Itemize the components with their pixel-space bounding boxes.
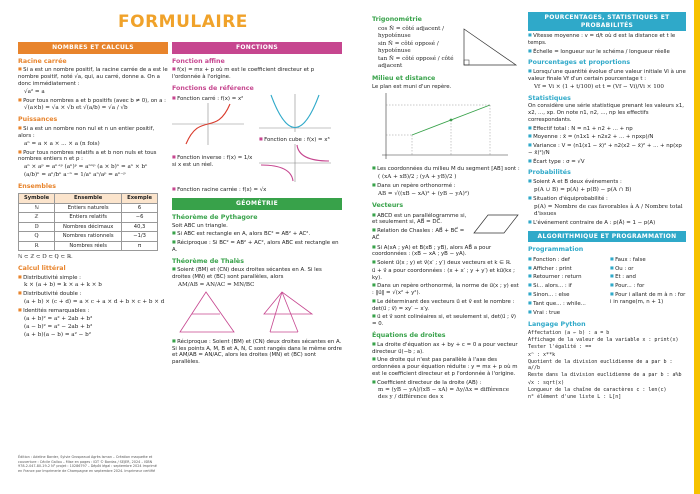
formula-prob-equi: p(A) = Nombre de cas favorables à A / Nombre total d'issues <box>534 203 683 217</box>
keyword-item: ■ Faux : false <box>610 256 686 264</box>
text-lines-2: ■ Une droite qui n'est pas parallèle à l'axe des ordonnées a pour équation réduite : y = mx + p où m est le coefficient directeur et p l'ordonnée à l'origine. <box>372 356 520 377</box>
python-line: Tester l'égalité : == <box>528 344 592 351</box>
keyword-item: ■ Tant que... : while... <box>528 300 604 308</box>
text-statistics-1: On considère une série statistique prenant les valeurs x1, x2, ..., xp. On note n1, n2, ..., np les effectifs correspondants. <box>528 103 685 123</box>
text-prob-3: ■ L'événement contraire de A : p(Ā) = 1 − p(A) <box>528 219 686 227</box>
text-lines-1: ■ La droite d'équation ax + by + c = 0 a pour vecteur directeur u⃗(−b ; a). <box>372 341 520 356</box>
formula-slope: m = (yB − yA)/(xB − xA) = Δy/Δx = différence des y / différence des x <box>378 387 510 401</box>
keyword-item: ■ Afficher : print <box>528 265 604 273</box>
sets-cell: Entiers relatifs <box>55 213 122 223</box>
formula-literal-2: (a + b) × (c + d) = a × c + a × d + b × c + b × d <box>24 299 165 306</box>
formula-thales: AM/AB = AN/AC = MN/BC <box>178 281 255 288</box>
keyword-item: ■ Et : and <box>610 273 686 281</box>
formula-variance: ■ Variance : V = (n1(x1 − x̄)² + n2(x2 − x̄)² + ... + np(xp − x̄)²)/N <box>528 142 686 157</box>
python-line: Affectation (a ← b) : a = b <box>528 329 610 336</box>
formula-powers-1: aⁿ = a × a × ... × a (n fois) <box>24 140 100 147</box>
heading-pythagore: Théorème de Pythagore <box>172 213 258 221</box>
formula-literal-4: (a − b)² = a² − 2ab + b² <box>24 323 93 330</box>
parallelogram-figure <box>470 211 520 237</box>
table-row <box>19 213 158 223</box>
column-numbers <box>18 42 168 442</box>
square-fn-graph <box>259 94 331 132</box>
heading-lines: Équations de droites <box>372 331 446 339</box>
text-prob-2: ■ Situation d'équiprobabilité : <box>528 195 686 203</box>
heading-probability: Probabilités <box>528 169 571 177</box>
formula-total: ■ Effectif total : N = n1 + n2 + ... + np <box>528 125 686 133</box>
keyword-item: ■ Si... alors... : if <box>528 282 604 290</box>
text-affine: ■ f(x) = mx + p où m est le coefficient directeur et p l'ordonnée à l'origine. <box>172 66 342 81</box>
sets-cell: 𝔻 <box>19 222 55 232</box>
sets-cell: Entiers naturels <box>55 203 122 213</box>
programming-keywords <box>528 255 686 309</box>
python-line: n° élément d'une liste L : L[n] <box>528 394 622 401</box>
table-row <box>19 203 158 213</box>
formula-sqrt-2: √(a×b) = √a × √b et √(a/b) = √a / √b <box>24 105 128 112</box>
python-line: √x : sqrt(x) <box>528 379 565 386</box>
column-geometry <box>372 12 520 482</box>
keyword-item: ■ Fonction : def <box>528 256 604 264</box>
text-prob-1: ■ Soient A et B deux événements : <box>528 178 686 186</box>
text-midpoint-2: ■ Les coordonnées du milieu M du segment [AB] sont : <box>372 165 520 173</box>
formula-std: ■ Écart type : σ = √V <box>528 158 686 166</box>
footer-credits: Édition : Adeline Barder, Sylvie Grospeaud Agrès Isman – Création maquette et couverture : Cécile Gallou – Mise en pages : IDT © Bordas / SEJER, 2024 – ISBN 978-2-047-80-19-2 N° projet : 10286797 – Dépôt légal : septembre 2024 Imprimé en France par Imprimerie de Champagne en septembre 2024. Imprimeur certifié <box>18 455 157 473</box>
sets-cell: ℝ <box>19 241 55 251</box>
text-vectors-4: ■ Soient u⃗(x ; y) et v⃗(x′ ; y′) deux vecteurs et k ∈ ℝ. <box>372 259 520 267</box>
text-literal-2: ■ Distributivité double : <box>18 290 168 298</box>
keyword-item: ■ Vrai : true <box>528 309 686 317</box>
text-sqrt-fn: ■ Fonction racine carrée : f(x) = √x <box>172 186 342 194</box>
heading-percent: Pourcentages et proportions <box>528 59 631 67</box>
midpoint-graph <box>372 91 512 161</box>
formula-prob-union: p(A ∪ B) = p(A) + p(B) − p(A ∩ B) <box>534 187 632 194</box>
sets-cell: Nombres réels <box>55 241 122 251</box>
text-sqrt-1: ■ Si a est un nombre positif, la racine carrée de a est le nombre positif, noté √a, qui, au carré, donne a. On a donc immédiatement : <box>18 66 168 87</box>
text-vectors-2: ■ Relation de Chasles : AB⃗ + BC⃗ = AC⃗ <box>372 227 468 242</box>
sets-cell: ℚ <box>19 232 55 242</box>
page-title: FORMULAIRE <box>118 12 248 32</box>
formula-literal-1: k × (a + b) = k × a + k × b <box>24 282 102 289</box>
text-speed: ■ Vitesse moyenne : v = d/t où d est la distance et t le temps. <box>528 32 686 47</box>
formula-cos: cos N̂ = côté adjacent / hypoténuse <box>378 25 445 39</box>
text-vectors-1: ■ ABCD est un parallélogramme si, et seulement si, AB⃗ = DC⃗. <box>372 212 468 227</box>
heading-statistics: Statistiques <box>528 94 571 102</box>
text-powers-1: ■ Si a est un nombre non nul et n un entier positif, alors : <box>18 125 168 140</box>
keyword-item: ■ Pour i allant de m à n : for i in range(m, n + 1) <box>610 291 686 306</box>
sets-cell: ℕ <box>19 203 55 213</box>
sets-cell: ℤ <box>19 213 55 223</box>
heading-programming: Programmation <box>528 246 584 254</box>
section-band-statistics: POURCENTAGES, STATISTIQUES ET PROBABILITÉS <box>528 12 686 31</box>
section-band-geometry: GÉOMÉTRIE <box>172 198 342 210</box>
sets-header-cell: Exemple <box>122 194 158 204</box>
cube-fn-graph <box>172 103 244 145</box>
heading-vectors: Vecteurs <box>372 201 404 209</box>
sets-cell: −6 <box>122 213 158 223</box>
formula-distance: AB = √((xB − xA)² + (yB − yA)²) <box>378 190 470 197</box>
text-cube-fn: ■ Fonction cube : f(x) = x³ <box>259 136 342 144</box>
text-vectors-7: ■ Le déterminant des vecteurs u⃗ et v⃗ est le nombre : det(u⃗ ; v⃗) = xy′ − x′y. <box>372 298 520 313</box>
sets-cell: 6 <box>122 203 158 213</box>
heading-literal: Calcul littéral <box>18 264 66 272</box>
python-line: xⁿ : x**k <box>528 351 556 358</box>
sets-table <box>18 193 158 251</box>
sets-inclusion: ℕ ⊂ ℤ ⊂ 𝔻 ⊂ ℚ ⊂ ℝ. <box>18 254 73 260</box>
sets-cell: Nombres rationnels <box>55 232 122 242</box>
keyword-item: ■ Sinon... : else <box>528 291 604 299</box>
heading-trigo: Trigonométrie <box>372 16 422 23</box>
text-percent-1: ■ Lorsqu'une quantité évolue d'une valeur initiale Vi à une valeur finale Vf d'un certain pourcentage t : <box>528 68 686 83</box>
formula-sqrt-1: √a² = a <box>24 88 45 95</box>
python-line: Affichage de la valeur de la variable x : print(x) <box>528 337 679 344</box>
text-literal-3: ■ Identités remarquables : <box>18 307 168 315</box>
heading-midpoint: Milieu et distance <box>372 74 436 82</box>
thales-figures <box>172 290 332 334</box>
heading-powers: Puissances <box>18 116 58 124</box>
sets-cell: −1/3 <box>122 232 158 242</box>
section-band-functions: FONCTIONS <box>172 42 342 54</box>
formula-literal-5: (a + b)(a − b) = a² − b² <box>24 331 91 338</box>
text-vectors-8: ■ u⃗ et v⃗ sont colinéaires si, et seulement si, det(u⃗ ; v⃗) = 0. <box>372 313 520 328</box>
heading-sets: Ensembles <box>18 183 57 191</box>
python-line: Quotient de la division euclidienne de a par b : a//b <box>528 358 673 372</box>
keyword-item: ■ Pour... : for <box>610 282 686 290</box>
text-pythagore-2: ■ Si ABC est rectangle en A, alors BC² = AB² + AC². <box>172 230 342 238</box>
section-band-numbers: NOMBRES ET CALCULS <box>18 42 168 54</box>
formula-tan: tan N̂ = côté opposé / côté adjacent <box>378 55 454 69</box>
python-line: Reste dans la division euclidienne de a par b : a%b <box>528 372 682 379</box>
text-square-fn: ■ Fonction carré : f(x) = x² <box>172 95 255 103</box>
sets-header-cell: Symbole <box>19 194 55 204</box>
python-line: Longueur de la chaîne de caractères c : len(c) <box>528 386 667 393</box>
keyword-item: ■ Ou : or <box>610 265 686 273</box>
formula-literal-3: (a + b)² = a² + 2ab + b² <box>24 315 93 322</box>
sets-cell: Nombres décimaux <box>55 222 122 232</box>
table-row <box>19 222 158 232</box>
heading-reference: Fonctions de référence <box>172 84 254 92</box>
sets-header-cell: Ensemble <box>55 194 122 204</box>
formula-sin: sin N̂ = côté opposé / hypoténuse <box>378 40 439 54</box>
sets-cell: π <box>122 241 158 251</box>
text-powers-2: ■ Pour tous nombres relatifs a et b non nuls et tous nombres entiers n et p : <box>18 149 168 164</box>
text-scale: ■ Échelle = longueur sur le schéma / longueur réelle <box>528 48 686 56</box>
text-distance: ■ Dans un repère orthonormé : <box>372 182 520 190</box>
formula-mean: ■ Moyenne : x̄ = (n1x1 + n2x2 + ... + npxp)/N <box>528 133 686 141</box>
page-edge-tab <box>694 0 700 494</box>
heading-sqrt: Racine carrée <box>18 57 67 65</box>
text-thales-2: ■ Réciproque : Soient (BM) et (CN) deux droites sécantes en A. Si les points A, M, B et A, N, C sont rangés dans le même ordre et AM/AB = AN/AC, alors les droites (MN) et (BC) sont parallèles. <box>172 338 342 366</box>
text-thales-1: ■ Soient (BM) et (CN) deux droites sécantes en A. Si les droites (MN) et (BC) sont parallèles, alors <box>172 266 342 281</box>
table-row <box>19 232 158 242</box>
inverse-fn-graph <box>259 144 331 182</box>
text-lines-3: ■ Coefficient directeur de la droite (AB) : <box>372 379 520 387</box>
table-row <box>19 241 158 251</box>
trig-triangle <box>460 25 520 69</box>
text-pythagore-3: ■ Réciproque : Si BC² = AB² + AC², alors ABC est rectangle en A. <box>172 239 342 254</box>
formula-powers-3: (a/b)ⁿ = aⁿ/bⁿ a⁻ⁿ = 1/aⁿ aⁿ/aᵖ = aⁿ⁻ᵖ <box>24 172 126 179</box>
text-pythagore-1: Soit ABC un triangle. <box>172 222 228 229</box>
heading-affine: Fonction affine <box>172 57 225 65</box>
text-vectors-5: u⃗ + v⃗ a pour coordonnées : (x + x′ ; y + y′) et ku⃗(kx ; ky). <box>372 267 515 281</box>
column-statistics <box>528 12 686 482</box>
keyword-item: ■ Retourner : return <box>528 273 604 281</box>
text-literal-1: ■ Distributivité simple : <box>18 274 168 282</box>
heading-python: Langage Python <box>528 321 586 329</box>
text-sqrt-2: ■ Pour tous nombres a et b positifs (avec b ≠ 0), on a : <box>18 97 168 105</box>
section-band-algorithms: ALGORITHMIQUE ET PROGRAMMATION <box>528 231 686 243</box>
text-midpoint-1: Le plan est muni d'un repère. <box>372 83 452 90</box>
text-vectors-3: ■ Si A(xA ; yA) et B(xB ; yB), alors AB⃗ a pour coordonnées : (xB − xA ; yB − yA). <box>372 244 520 259</box>
text-inverse-fn: ■ Fonction inverse : f(x) = 1/x si x est un réel. <box>172 154 255 169</box>
column-functions <box>172 42 342 452</box>
heading-thales: Théorème de Thalès <box>172 257 244 265</box>
formula-percent: Vf = Vi × (1 + t/100) et t = (Vf − Vi)/Vi × 100 <box>534 83 664 90</box>
formula-powers-2: aⁿ × aᵖ = aⁿ⁺ᵖ (aⁿ)ᵖ = aⁿˣᵖ (a × b)ⁿ = aⁿ × bⁿ <box>24 164 148 171</box>
text-vectors-6: ■ Dans un repère orthonormé, la norme de u⃗(x ; y) est : ‖u⃗‖ = √(x² + y²). <box>372 282 520 297</box>
sets-cell: 40,3 <box>122 222 158 232</box>
formula-midpoint: ( (xA + xB)/2 ; (yA + yB)/2 ) <box>378 174 457 181</box>
